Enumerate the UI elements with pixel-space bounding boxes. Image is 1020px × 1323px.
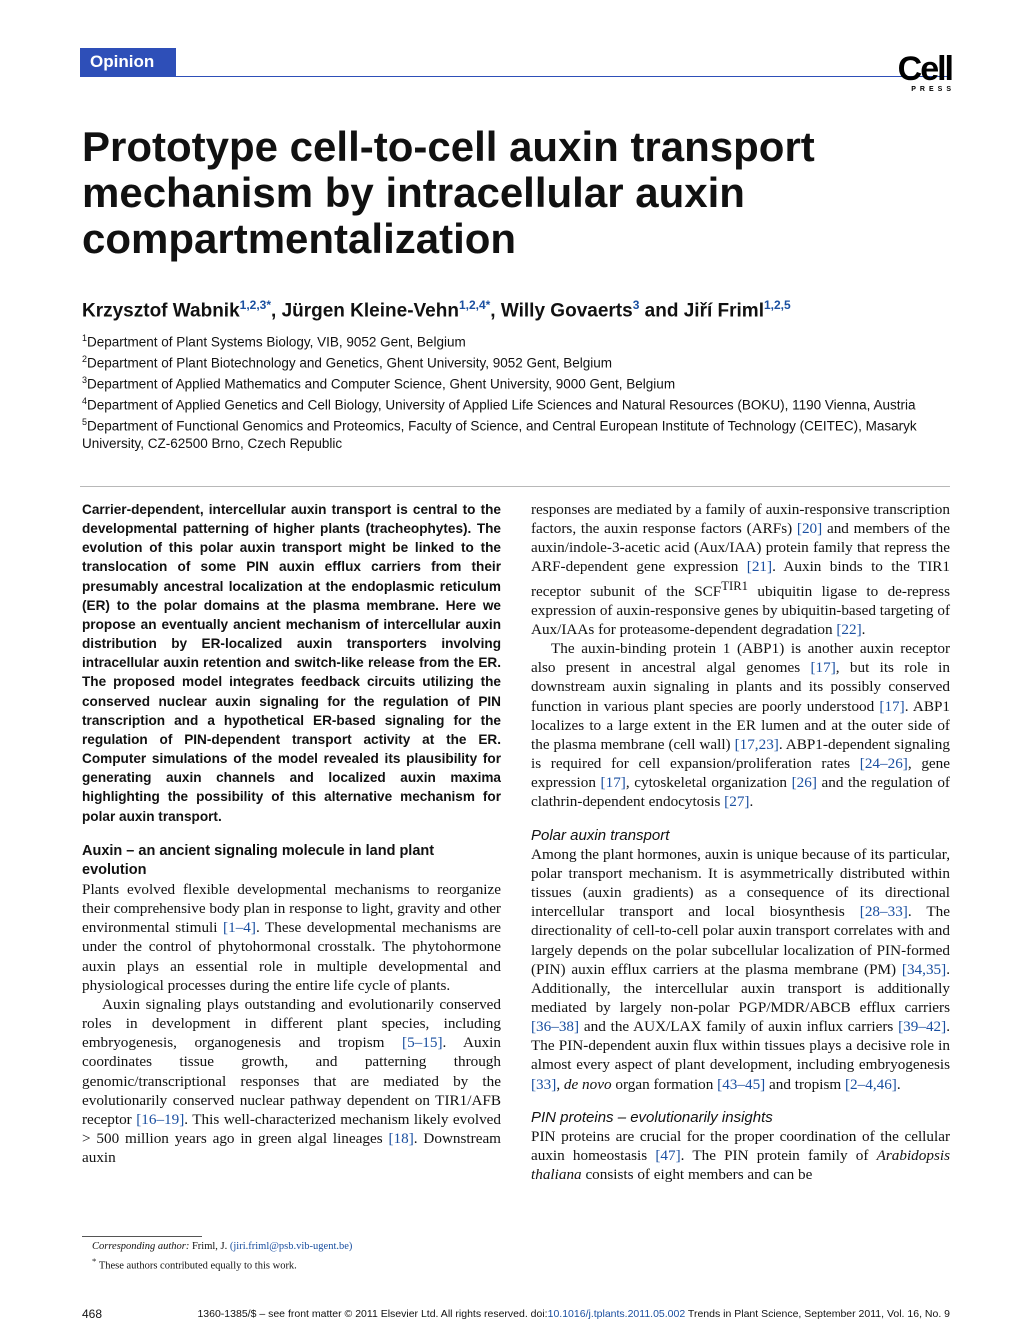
italic-term: de novo [563, 1075, 612, 1093]
affiliation-number: 4 [82, 396, 88, 406]
article-title: Prototype cell-to-cell auxin transport mechanism by intracellular auxin compartmentalization [82, 123, 815, 262]
header-rule [80, 76, 950, 77]
section-label: Opinion [80, 48, 176, 76]
publisher-logo-text: Cell [897, 50, 952, 88]
italic-term: Arabidopsis thaliana [531, 1147, 950, 1184]
citation-link[interactable]: [33] [531, 1075, 557, 1093]
citation-link[interactable]: [39–42] [898, 1018, 947, 1036]
subsection-heading: Polar auxin transport [531, 826, 670, 844]
affiliation [82, 414, 957, 453]
corresponding-author-note [92, 1240, 352, 1254]
footnotes [92, 1240, 352, 1274]
author-separator: and [639, 300, 684, 322]
citation-link[interactable]: [22] [836, 621, 862, 638]
citation-link[interactable]: [17] [600, 774, 626, 792]
equal-contribution-text: These authors contributed equally to this work. [98, 1260, 297, 1272]
affiliation-list [82, 330, 957, 453]
citation-link[interactable]: [28–33] [859, 903, 908, 921]
issn-info: 1360-1385/$ – see front matter © 2011 Elsevier Ltd. All rights reserved. doi: [197, 1308, 548, 1320]
paragraph: PIN proteins are crucial for the proper coordination of the cellular auxin homeostasis [47]. The PIN protein family of Arabidopsis thaliana consists of eight members and can be [531, 1127, 950, 1184]
citation-link[interactable]: [47] [655, 1147, 681, 1165]
citation-link[interactable]: [17] [879, 697, 905, 715]
affiliation-number: 2 [82, 354, 88, 364]
doi-link[interactable]: 10.1016/j.tplants.2011.05.002 [547, 1308, 686, 1320]
journal-info: Trends in Plant Science, September 2011, Vol. 16, No. 9 [685, 1308, 950, 1320]
affiliation [82, 351, 957, 372]
page-number: 468 [82, 1307, 103, 1321]
author-affiliation-ref[interactable]: 1,2,3* [239, 298, 271, 312]
paragraph: Among the plant hormones, auxin is unique because of its particular, polar transport mechanism. It is asymmetrically distributed within tissues (auxin gradients) as a consequence of its directional intercellular transport and local biosynthesis [28–33]. The directionality of cell-to-cell polar auxin transport correlates with and largely depends on the polar subcellular localization of PIN-formed (PIN) auxin efflux carriers at the plasma membrane (PM) [34,35]. Additionally, the intercellular auxin transport is additionally mediated by largely non-polar PGP/MDR/ABCB efflux carriers [36–38] and the AUX/LAX family of auxin influx carriers [39–42]. The PIN-dependent auxin flux within tissues plays a decisive role in almost every aspect of plant development, including embryogenesis [33], de novo organ formation [43–45] and tropism [2–4,46]. [531, 845, 950, 1093]
footnote-divider [82, 1236, 202, 1237]
author-affiliation-ref[interactable]: 1,2,4* [458, 298, 491, 312]
affiliation-number: 1 [82, 333, 88, 343]
paragraph: Auxin signaling plays outstanding and evolutionarily conserved roles in development in different plant species, including embryogenesis, organogenesis and tropism [5–15]. Auxin coordinates tissue growth, and patterning through genomic/transcriptional responses that are mediated by the evolutionarily conserved nuclear pathway dependent on TIR1/AFB receptor [16–19]. This well-characterized mechanism likely evolved > 500 million years ago in green algal lineages [18]. Downstream auxin [82, 995, 501, 1167]
author-separator: , [271, 300, 282, 322]
subsection-heading: PIN proteins – evolutionarily insights [531, 1108, 773, 1126]
affiliation [82, 393, 957, 414]
affiliation-text: Department of Plant Systems Biology, VIB, 9052 Gent, Belgium [87, 334, 466, 350]
equal-contribution-note: * These authors contributed equally to this work. [92, 1256, 297, 1272]
section-divider [80, 486, 950, 487]
citation-link[interactable]: [21] [746, 558, 773, 576]
citation-link[interactable]: [24–26] [859, 755, 908, 773]
affiliation-number: 3 [82, 375, 88, 385]
citation-link[interactable]: [18] [388, 1130, 414, 1147]
citation-link[interactable]: [26] [791, 774, 817, 792]
affiliation-text: Department of Plant Biotechnology and Genetics, Ghent University, 9052 Gent, Belgium [87, 355, 613, 371]
citation-link[interactable]: [36–38] [531, 1018, 580, 1036]
affiliation-text: Department of Functional Genomics and Proteomics, Faculty of Science, and Central European Institute of Technology (CEITEC), Masaryk University, CZ-62500 Brno, Czech Republic [82, 418, 917, 451]
citation-link[interactable]: [5–15] [402, 1034, 443, 1052]
affiliation-number: 5 [82, 417, 88, 427]
right-column [531, 500, 950, 1184]
author-separator: , [490, 300, 501, 322]
citation-link[interactable]: [43–45] [717, 1075, 766, 1093]
citation-link[interactable]: [16–19] [136, 1110, 185, 1128]
left-column [82, 500, 501, 1167]
paragraph: Plants evolved flexible developmental mechanisms to reorganize their comprehensive body plan in response to light, gravity and other environmental stimuli [1–4]. These developmental mechanisms are under the control of phytohormonal crosstalk. The phytohormone auxin plays an essential role in multiple developmental and physiological processes during the entire life cycle of plants. [82, 880, 501, 994]
affiliation [82, 330, 957, 351]
affiliation-text: Department of Applied Genetics and Cell Biology, University of Applied Life Sciences and Natural Resources (BOKU), 1190 Vienna, Austria [87, 397, 916, 413]
author-name: Krzysztof Wabnik [82, 300, 240, 322]
affiliation [82, 372, 957, 393]
citation-link[interactable]: [17,23] [734, 735, 779, 753]
publisher-logo [888, 50, 955, 94]
affiliation-text: Department of Applied Mathematics and Computer Science, Ghent University, 9000 Gent, Belgium [87, 376, 676, 392]
author-name: Willy Govaerts [500, 300, 633, 322]
citation-link[interactable]: [2–4,46] [844, 1075, 897, 1093]
author-list [82, 292, 962, 324]
author-name: Jürgen Kleine-Vehn [281, 300, 459, 322]
citation-link[interactable]: [20] [796, 520, 823, 538]
author-affiliation-ref[interactable]: 3 [632, 298, 640, 312]
abstract: Carrier-dependent, intercellular auxin transport is central to the developmental patterning of higher plants (tracheophytes). The evolution of this polar auxin transport might be linked to the translocation of some PIN auxin efflux carriers from their presumably ancestral localization at the endoplasmic reticulum (ER) to the polar domains at the plasma membrane. Here we propose an eventually ancient mechanism of intercellular auxin distribution by ER-localized auxin transporters involving intracellular auxin retention and switch-like release from the ER. The proposed model integrates feedback circuits utilizing the conserved nuclear auxin signaling for the regulation of PIN transcription and a hypothetical ER-based signaling for the regulation of PIN-dependent transport activity at the ER. Computer simulations of the model revealed its plausibility for generating auxin channels and localized auxin maxima highlighting the possibility of this alternative mechanism for polar auxin transport. [82, 502, 501, 824]
corresponding-label: Corresponding author: [92, 1241, 190, 1252]
author-affiliation-ref[interactable]: 1,2,5 [763, 298, 791, 312]
email-link[interactable]: (jiri.friml@psb.vib-ugent.be) [229, 1241, 353, 1252]
citation-link[interactable]: [34,35] [901, 960, 947, 978]
citation-link[interactable]: [27] [724, 793, 750, 811]
author-name: Jiří Friml [683, 300, 764, 322]
section-heading: Auxin – an ancient signaling molecule in land plant evolution [82, 842, 435, 878]
corresponding-name: Friml, J. [189, 1241, 230, 1252]
publisher-logo-subtext: PRESS [911, 86, 955, 93]
superscript: TIR1 [721, 578, 748, 593]
paragraph: responses are mediated by a family of auxin-responsive transcription factors, the auxin response factors (ARFs) [20] and members of the auxin/indole-3-acetic acid (Aux/IAA) protein family that repress the ARF-dependent gene expression [21]. Auxin binds to the TIR1 receptor subunit of the $SCF^{TIR1}$ ubiquitin ligase to de-repress expression of auxin-responsive genes by ubiquitin-based targeting of Aux/IAAs for proteasome-dependent degradation [22]. [531, 501, 950, 638]
footer-info [197, 1307, 950, 1321]
citation-link[interactable]: [17] [810, 659, 836, 677]
citation-link[interactable]: [1–4] [223, 919, 256, 937]
paragraph: The auxin-binding protein 1 (ABP1) is another auxin receptor also present in ancestral algal genomes [17], but its role in downstream auxin signaling in plants and its possibly conserved function in various plant species are poorly understood [17]. ABP1 localizes to a large extent in the ER lumen and at the outer side of the plasma membrane (cell wall) [17,23]. ABP1-dependent signaling is required for cell expansion/proliferation rates [24–26], gene expression [17], cytoskeletal organization [26] and the regulation of clathrin-dependent endocytosis [27]. [531, 640, 950, 811]
